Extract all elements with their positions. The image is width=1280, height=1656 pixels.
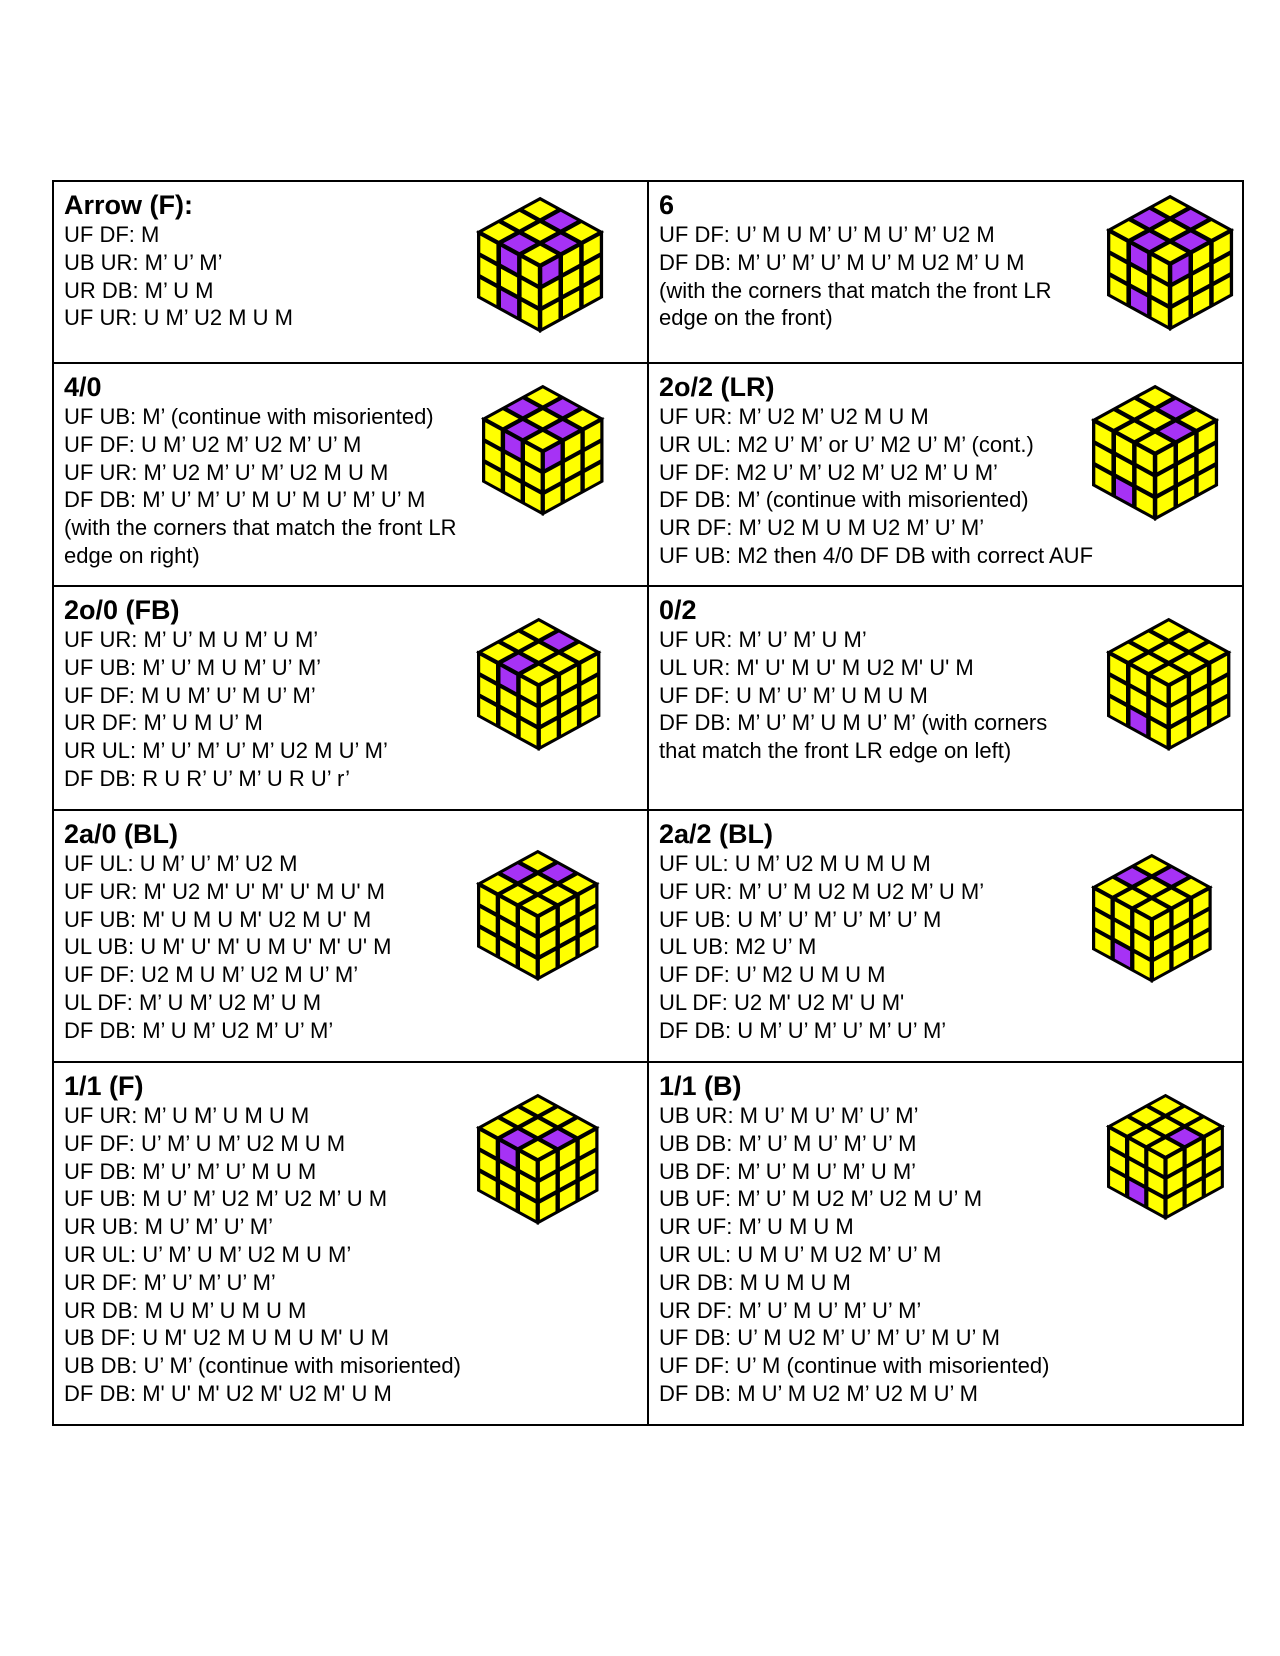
alg-line: UF DF: U M’ U2 M’ U2 M’ U’ M — [64, 431, 362, 457]
alg-line: UF DF: M2 U’ M’ U2 M’ U2 M’ U M’ — [659, 459, 998, 485]
alg-line: DF DB: M’ U M’ U2 M’ U’ M’ — [64, 1017, 334, 1043]
alg-line: DF DB: M' U' M' U2 M' U2 M' U M — [64, 1380, 392, 1406]
alg-line: UF DF: M — [64, 222, 160, 247]
alg-line: UR UL: M2 U’ M’ or U’ M2 U’ M’ (cont.) — [659, 431, 1034, 457]
alg-line: UB DB: U’ M’ (continue with misoriented) — [64, 1353, 461, 1379]
alg-line: UF DF: U’ M U M’ U’ M U’ M’ U2 M — [659, 222, 995, 247]
alg-line: (with the corners that match the front LR — [64, 515, 457, 541]
cube-svg — [474, 1091, 602, 1227]
alg-line: UR UB: M U’ M’ U’ M’ — [64, 1214, 273, 1240]
case-content — [649, 364, 1242, 585]
case-title: 2o/0 (FB) — [64, 595, 180, 625]
table-row — [53, 1062, 1243, 1425]
alg-line: UF UL: U M’ U2 M U M U M — [659, 851, 931, 876]
case-title: 6 — [659, 190, 675, 220]
alg-line: UF UR: U M’ U2 M U M — [64, 305, 293, 331]
alg-line: UF UR: M’ U’ M U M’ U M’ — [64, 627, 319, 652]
case-content — [54, 1063, 647, 1424]
cube-diagram — [474, 1091, 602, 1227]
alg-line: UF UR: M’ U M’ U M U M — [64, 1103, 310, 1128]
alg-line: UR DB: M U M U M — [659, 1269, 851, 1295]
alg-line: DF DB: R U R’ U’ M’ U R U’ r’ — [64, 765, 350, 791]
alg-line: UF UR: M’ U’ M U2 M U2 M’ U M’ — [659, 878, 985, 904]
case-cell — [648, 1062, 1243, 1425]
case-content — [649, 587, 1242, 809]
cube-diagram — [1104, 1091, 1227, 1222]
cube-svg — [474, 847, 602, 983]
alg-line: UL DF: U2 M' U2 M' U M' — [659, 989, 905, 1015]
alg-line: UL UR: M' U' M U' M U2 M' U' M — [659, 654, 974, 680]
alg-line: UL DF: M’ U M’ U2 M’ U M — [64, 989, 322, 1015]
case-cell — [53, 810, 648, 1062]
cases-table — [52, 180, 1244, 1426]
case-title: 4/0 — [64, 372, 102, 402]
case-cell — [53, 1062, 648, 1425]
case-content — [649, 182, 1242, 362]
table-row — [53, 586, 1243, 810]
case-content — [54, 811, 647, 1061]
case-title: 2o/2 (LR) — [659, 372, 775, 402]
case-content — [649, 811, 1242, 1061]
alg-line: DF DB: M’ U’ M’ U’ M U’ M U’ M’ U’ M — [64, 487, 426, 513]
alg-line: UF DF: U’ M (continue with misoriented) — [659, 1353, 1050, 1379]
cube-diagram — [474, 847, 602, 983]
alg-line: UF UR: M’ U2 M’ U’ M’ U2 M U M — [64, 459, 389, 485]
alg-line: DF DB: M’ U’ M’ U’ M U’ M U2 M’ U M — [659, 249, 1025, 275]
cube-diagram — [1104, 192, 1236, 333]
table-row — [53, 363, 1243, 586]
alg-line: UB DB: M’ U’ M U’ M’ U’ M — [659, 1130, 917, 1156]
cube-diagram — [1104, 615, 1233, 753]
alg-line: UF DB: U’ M U2 M’ U’ M’ U’ M U’ M — [659, 1325, 1000, 1351]
cube-svg — [474, 615, 603, 753]
alg-line: UF UB: U M’ U’ M’ U’ M’ U’ M — [659, 906, 942, 932]
cube-diagram — [1089, 851, 1215, 985]
cube-diagram — [479, 382, 607, 518]
alg-line: UB UR: M U’ M U’ M’ U’ M’ — [659, 1103, 919, 1128]
cube-svg — [474, 194, 606, 335]
alg-line: DF DB: M U’ M U2 M’ U2 M U’ M — [659, 1380, 978, 1406]
alg-line: UF DF: U2 M U M’ U2 M U’ M’ — [64, 962, 359, 988]
alg-line: UB DF: U M' U2 M U M U M' U M — [64, 1325, 389, 1351]
case-content — [54, 182, 647, 362]
alg-line: UB DF: M’ U’ M U’ M’ U M’ — [659, 1158, 917, 1184]
case-content — [54, 587, 647, 809]
cube-svg — [1104, 192, 1236, 333]
case-title: 0/2 — [659, 595, 697, 625]
case-title: 2a/0 (BL) — [64, 819, 179, 849]
cube-diagram — [474, 194, 606, 335]
case-cell — [648, 363, 1243, 586]
case-title: 1/1 (F) — [64, 1071, 144, 1101]
case-content — [54, 364, 647, 585]
alg-line: UF DB: M’ U’ M’ U’ M U M — [64, 1158, 317, 1184]
alg-line: UF DF: U’ M’ U M’ U2 M U M — [64, 1130, 346, 1156]
alg-line: UF UL: U M’ U’ M’ U2 M — [64, 851, 298, 876]
cube-diagram — [1089, 382, 1221, 523]
table-row — [53, 810, 1243, 1062]
alg-line: UR UL: M’ U’ M’ U’ M’ U2 M U’ M’ — [64, 738, 388, 764]
alg-line: UR DB: M U M’ U M U M — [64, 1297, 307, 1323]
case-title: Arrow (F): — [64, 190, 193, 220]
alg-line: UB UR: M’ U’ M’ — [64, 249, 223, 275]
alg-line: UR DF: M’ U’ M’ U’ M’ — [64, 1269, 276, 1295]
cube-svg — [1104, 1091, 1227, 1222]
alg-line: UB UF: M’ U’ M U2 M’ U2 M U’ M — [659, 1186, 983, 1212]
alg-line: UF UB: M’ U’ M U M’ U’ M’ — [64, 654, 322, 680]
case-title: 1/1 (B) — [659, 1071, 742, 1101]
alg-line: UF UR: M’ U2 M’ U2 M U M — [659, 404, 929, 429]
alg-line: UF DF: U M’ U’ M’ U M U M — [659, 682, 928, 708]
alg-line: UL UB: M2 U’ M — [659, 934, 817, 960]
case-cell — [648, 810, 1243, 1062]
alg-line: edge on the front) — [659, 305, 833, 331]
cube-svg — [1089, 382, 1221, 523]
case-cell — [648, 181, 1243, 363]
alg-line: UR UL: U M U’ M U2 M’ U’ M — [659, 1241, 942, 1267]
alg-line: UF UR: M’ U’ M’ U M’ — [659, 627, 867, 652]
alg-line: UF DF: M U M’ U’ M U’ M’ — [64, 682, 316, 708]
alg-line: DF DB: M’ (continue with misoriented) — [659, 487, 1029, 513]
case-cell — [648, 586, 1243, 810]
alg-line: that match the front LR edge on left) — [659, 738, 1012, 764]
case-content — [649, 1063, 1242, 1424]
alg-line: UF UB: M U’ M’ U2 M’ U2 M’ U M — [64, 1186, 388, 1212]
alg-line: UR DB: M’ U M — [64, 277, 214, 303]
alg-line: UR UL: U’ M’ U M’ U2 M U M’ — [64, 1241, 352, 1267]
alg-line: UL UB: U M' U' M' U M U' M' U' M — [64, 934, 392, 960]
cube-diagram — [474, 615, 603, 753]
case-title: 2a/2 (BL) — [659, 819, 774, 849]
table-row — [53, 181, 1243, 363]
case-cell — [53, 586, 648, 810]
alg-line: UF UB: M' U M U M' U2 M U' M — [64, 906, 372, 932]
alg-line: UR DF: M’ U2 M U M U2 M’ U’ M’ — [659, 515, 985, 541]
alg-line: DF DB: U M’ U’ M’ U’ M’ U’ M’ — [659, 1017, 947, 1043]
case-cell — [53, 363, 648, 586]
alg-line: UF UB: M2 then 4/0 DF DB with correct AUF — [659, 542, 1094, 568]
alg-line: UR DF: M’ U’ M U’ M’ U’ M’ — [659, 1297, 922, 1323]
alg-line: UF DF: U’ M2 U M U M — [659, 962, 886, 988]
alg-line: (with the corners that match the front LR — [659, 277, 1052, 303]
alg-line: UF UB: M’ (continue with misoriented) — [64, 404, 434, 429]
alg-line: edge on right) — [64, 542, 200, 568]
cube-svg — [1089, 851, 1215, 985]
alg-line: UR UF: M’ U M U M — [659, 1214, 854, 1240]
alg-line: UR DF: M’ U M U’ M — [64, 710, 263, 736]
alg-line: DF DB: M’ U’ M’ U M U’ M’ (with corners — [659, 710, 1048, 736]
case-cell — [53, 181, 648, 363]
cube-svg — [1104, 615, 1233, 753]
alg-line: UF UR: M' U2 M' U' M' U' M U' M — [64, 878, 385, 904]
cube-svg — [479, 382, 607, 518]
